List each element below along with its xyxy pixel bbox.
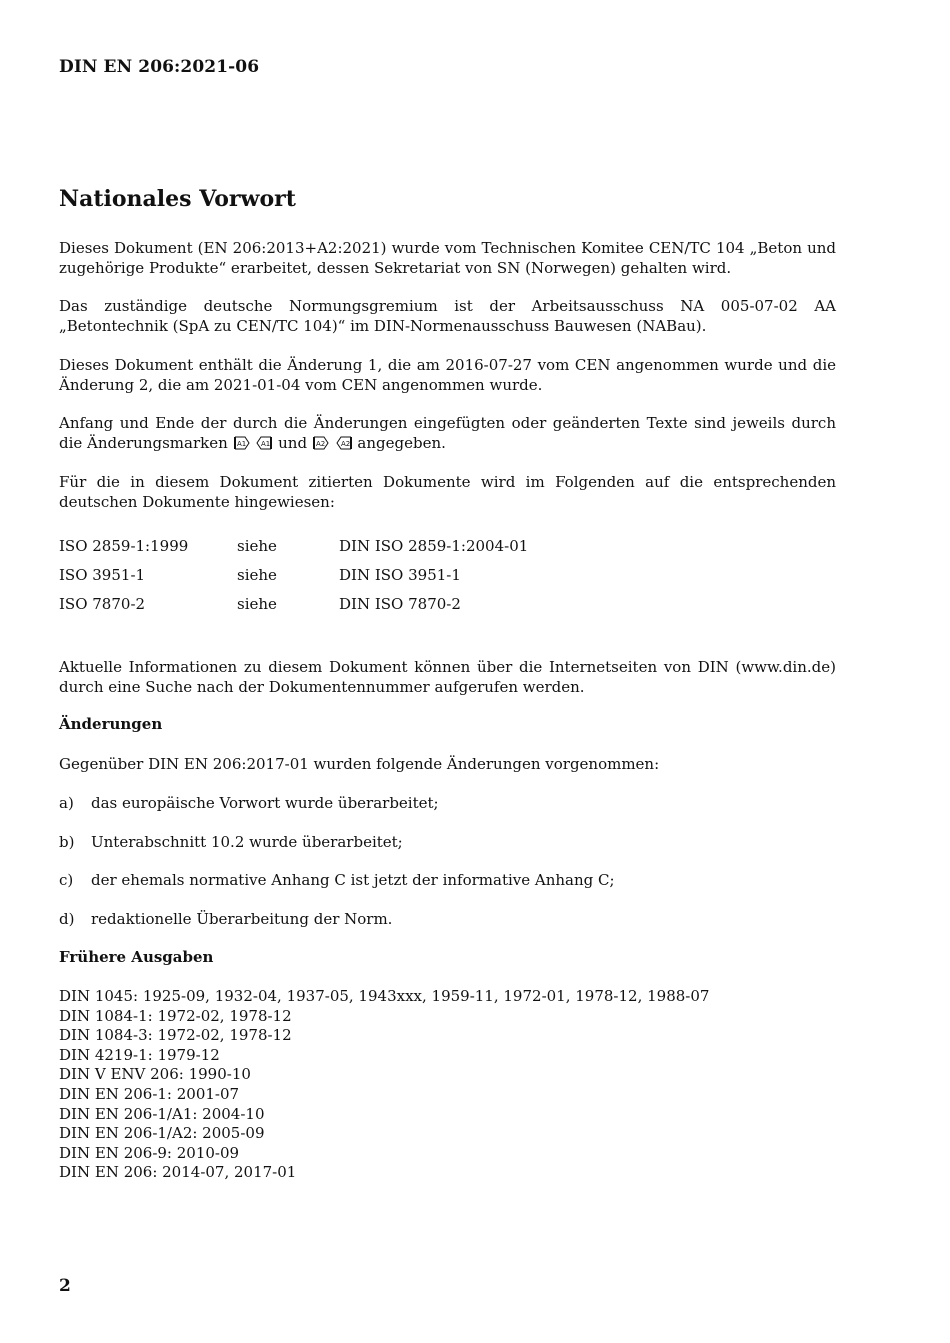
amendment-marks-text-start: Anfang und Ende der durch die Änderungen eingefügten oder geänderten Texte sind jeweils durch die Änderungsmarken xyxy=(59,414,836,452)
a1-start-mark-icon xyxy=(234,436,250,450)
reference-relation: siehe xyxy=(237,537,277,555)
list-item-text: das europäische Vorwort wurde überarbeitet; xyxy=(91,794,439,812)
document-header-id: DIN EN 206:2021-06 xyxy=(59,57,260,77)
a1-end-mark-icon xyxy=(256,436,272,450)
a2-start-mark-icon xyxy=(313,436,329,450)
edition-line: DIN 1045: 1925-09, 1932-04, 1937-05, 1943xxx, 1959-11, 1972-01, 1978-12, 1988-07 xyxy=(59,987,710,1005)
edition-line: DIN EN 206-9: 2010-09 xyxy=(59,1143,240,1162)
paragraph-standards-body: Das zuständige deutsche Normungsgremium ist der Arbeitsausschuss NA 005-07-02 AA „Betontechnik (SpA zu CEN/TC 104)“ im DIN-Normenausschuss Bauwesen (NABau). xyxy=(59,297,836,335)
page-title: Nationales Vorwort xyxy=(59,186,296,212)
paragraph-din-info: Aktuelle Informationen zu diesem Dokument können über die Internetseiten von DIN (www.din.de) durch eine Suche nach der Dokumentennummer aufgerufen werden. xyxy=(59,658,836,696)
amendment-marks-text-end: angegeben. xyxy=(357,434,446,452)
reference-din: DIN ISO 2859-1:2004-01 xyxy=(339,537,529,555)
paragraph-amendments: Dieses Dokument enthält die Änderung 1, die am 2016-07-27 vom CEN angenommen wurde und die Änderung 2, die am 2021-01-04 vom CEN angenommen wurde. xyxy=(59,356,836,394)
a1-end-mark-label: A1 xyxy=(261,440,271,448)
list-item-marker: d) xyxy=(59,910,75,928)
reference-din: DIN ISO 7870-2 xyxy=(339,595,461,613)
edition-line: DIN 4219-1: 1979-12 xyxy=(59,1045,220,1064)
amendment-marks-text-and: und xyxy=(278,434,308,452)
reference-iso: ISO 3951-1 xyxy=(59,566,146,584)
list-item-marker: c) xyxy=(59,871,74,889)
list-item-text: redaktionelle Überarbeitung der Norm. xyxy=(91,910,393,928)
a2-start-mark-label: A2 xyxy=(315,440,326,448)
previous-editions-list xyxy=(59,987,709,1183)
list-item-text: der ehemals normative Anhang C ist jetzt der informative Anhang C; xyxy=(91,871,615,889)
reference-relation: siehe xyxy=(237,566,277,584)
edition-line: DIN EN 206: 2014-07, 2017-01 xyxy=(59,1163,297,1182)
page-number: 2 xyxy=(59,1276,71,1296)
changes-heading: Änderungen xyxy=(59,715,163,733)
paragraph-references-intro: Für die in diesem Dokument zitierten Dokumente wird im Folgenden auf die entsprechenden deutschen Dokumente hingewiesen: xyxy=(59,473,836,511)
edition-line: DIN 1084-3: 1972-02, 1978-12 xyxy=(59,1026,292,1045)
edition-line: DIN EN 206-1: 2001-07 xyxy=(59,1084,240,1103)
list-item-text: Unterabschnitt 10.2 wurde überarbeitet; xyxy=(91,833,403,851)
a1-start-mark-label: A1 xyxy=(236,440,246,448)
edition-line: DIN EN 206-1/A2: 2005-09 xyxy=(59,1124,265,1143)
a2-end-mark-label: A2 xyxy=(340,440,350,448)
list-item-marker: b) xyxy=(59,833,75,851)
edition-line: DIN V ENV 206: 1990-10 xyxy=(59,1065,251,1084)
edition-line: DIN EN 206-1/A1: 2004-10 xyxy=(59,1104,265,1123)
previous-editions-heading: Frühere Ausgaben xyxy=(59,948,214,966)
paragraph-committee: Dieses Dokument (EN 206:2013+A2:2021) wurde vom Technischen Komitee CEN/TC 104 „Beton und zugehörige Produkte“ erarbeitet, dessen Sekretariat von SN (Norwegen) gehalten wird. xyxy=(59,239,836,277)
a2-end-mark-icon xyxy=(336,436,352,450)
reference-din: DIN ISO 3951-1 xyxy=(339,566,461,584)
reference-iso: ISO 2859-1:1999 xyxy=(59,537,189,555)
edition-line: DIN 1084-1: 1972-02, 1978-12 xyxy=(59,1006,292,1025)
reference-relation: siehe xyxy=(237,595,277,613)
paragraph-amendment-marks xyxy=(59,413,836,453)
list-item-marker: a) xyxy=(59,794,74,812)
changes-intro: Gegenüber DIN EN 206:2017-01 wurden folgende Änderungen vorgenommen: xyxy=(59,755,660,773)
reference-iso: ISO 7870-2 xyxy=(59,595,146,613)
